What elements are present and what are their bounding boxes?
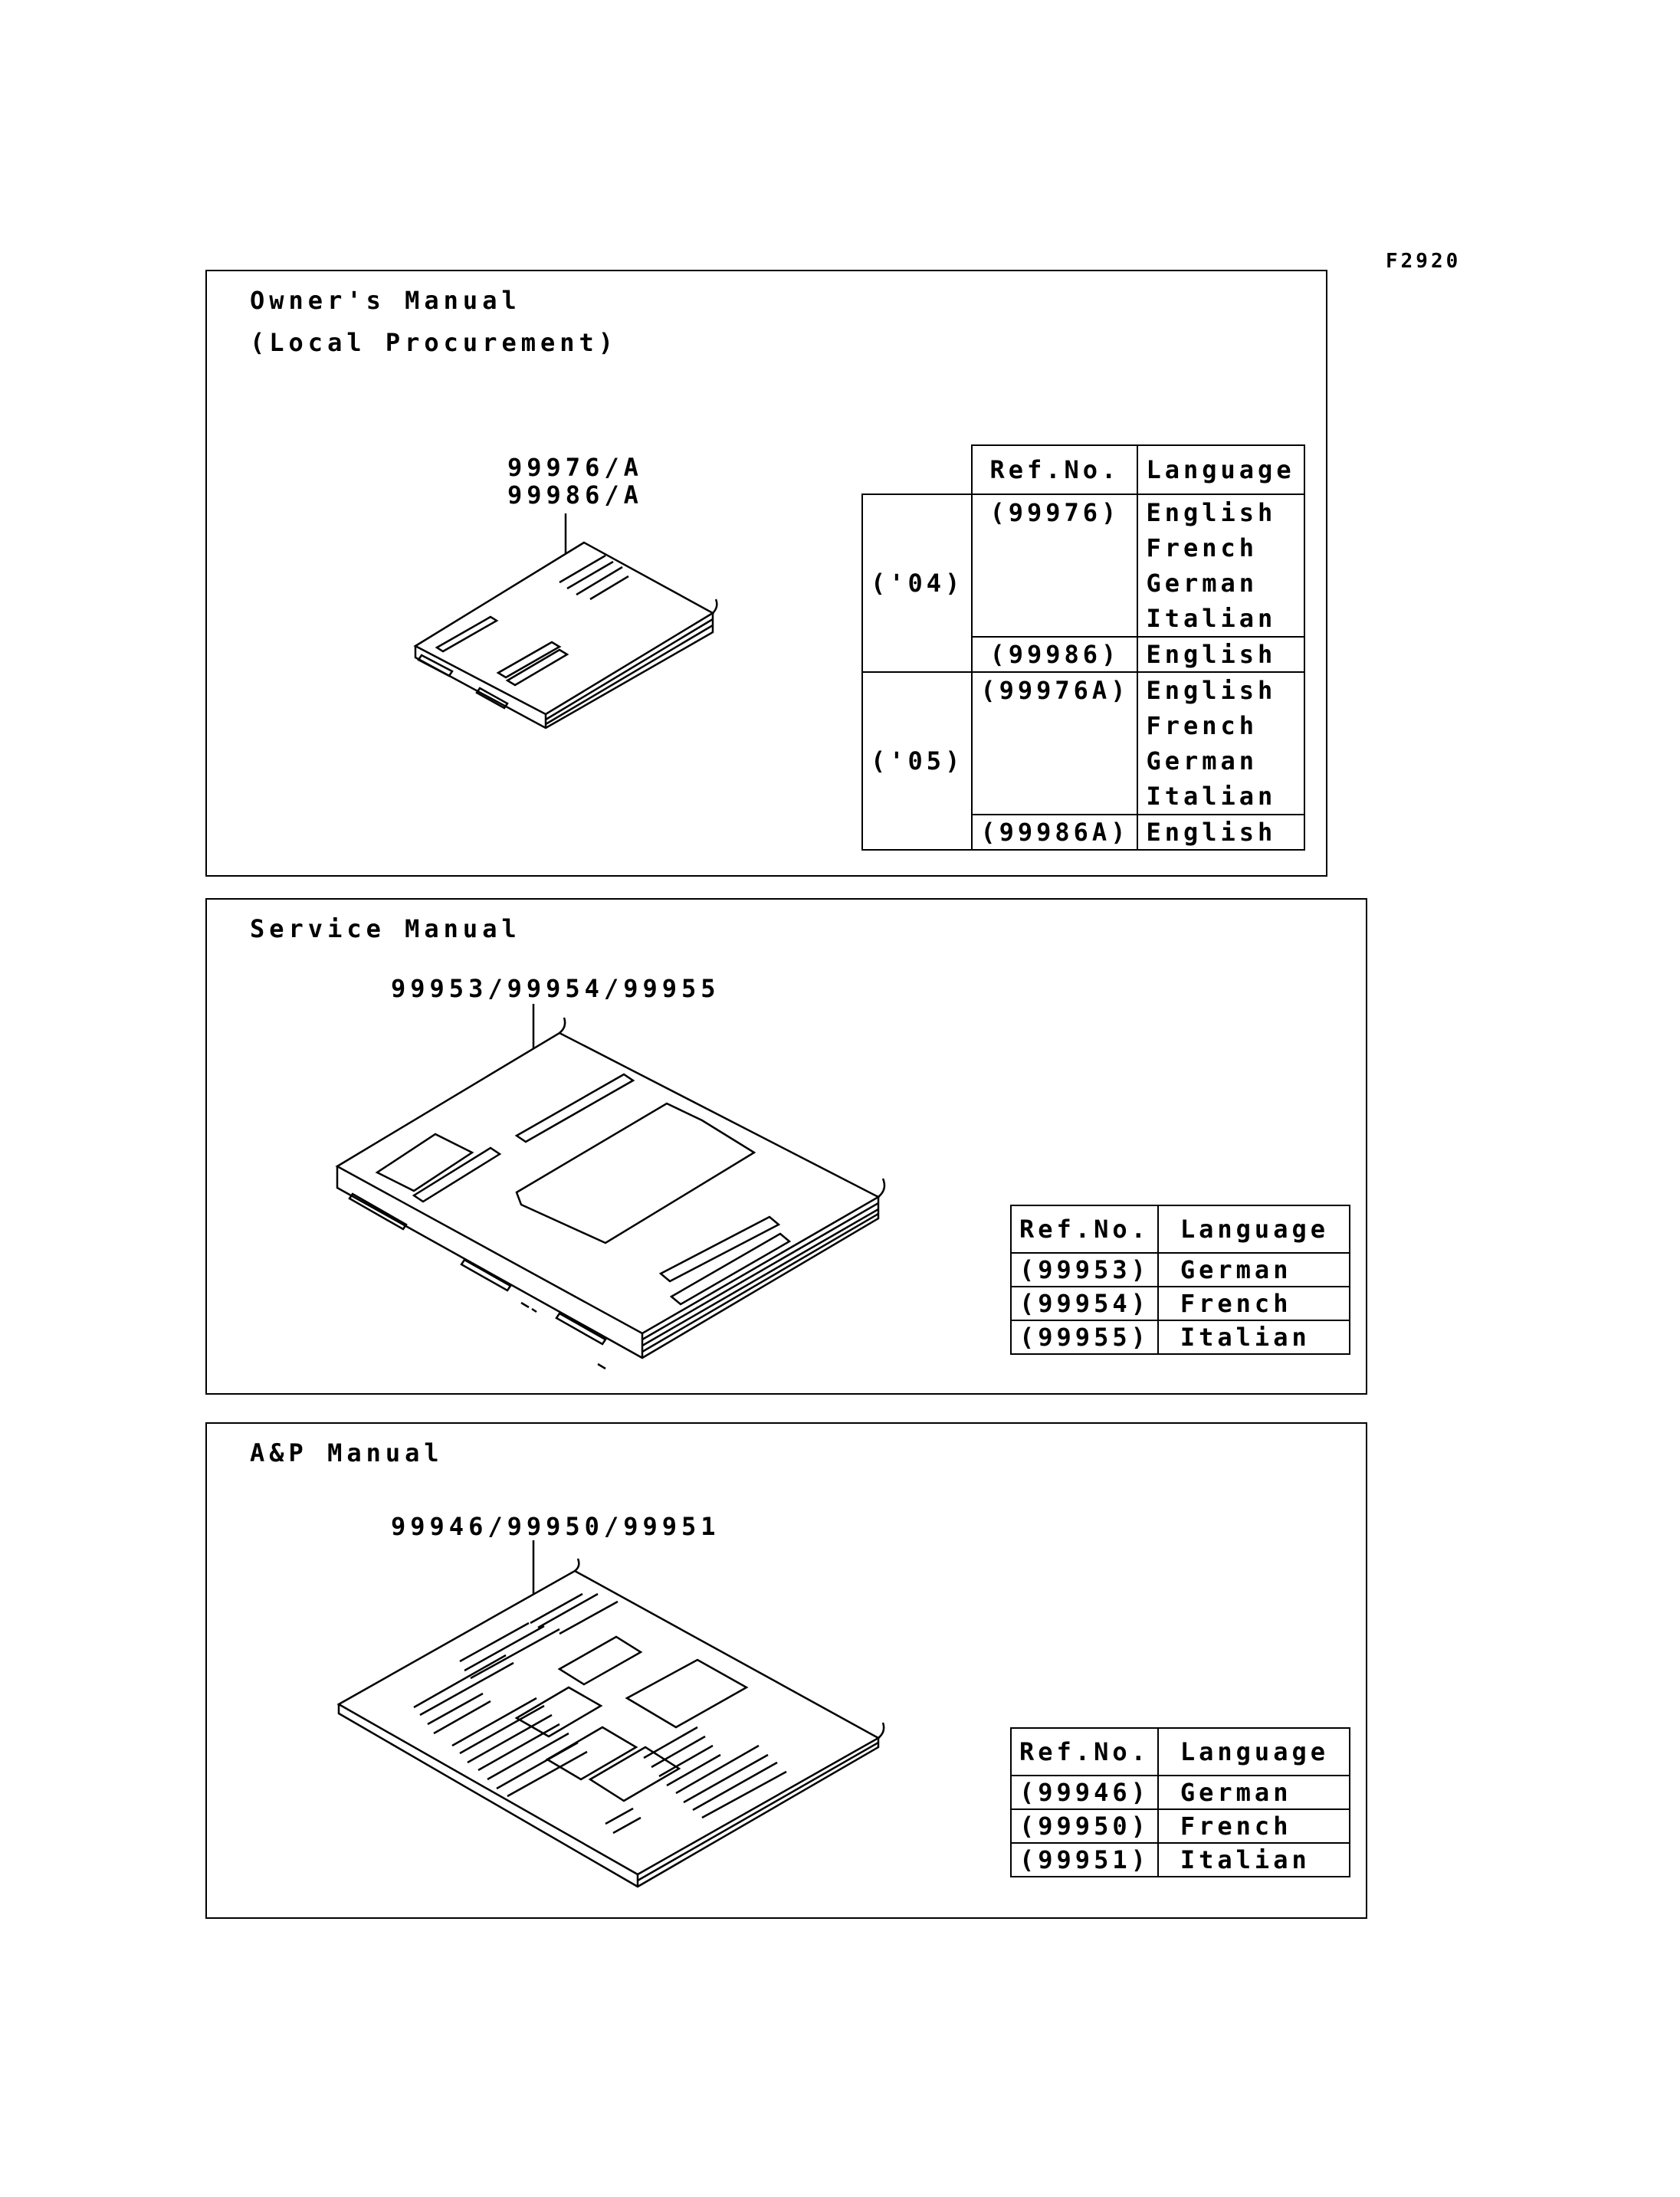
ap-lang-german: German: [1158, 1776, 1350, 1809]
owners-lang-english: English: [1137, 815, 1304, 850]
owners-lang-english: English: [1146, 498, 1277, 527]
ap-part-label: 99946/99950/99951: [391, 1512, 720, 1541]
owners-part-label-2: 99986/A: [507, 480, 643, 510]
owners-lang-english: English: [1146, 676, 1277, 705]
owners-lang-italian: Italian: [1146, 604, 1277, 633]
service-manual-illustration: [330, 1004, 897, 1387]
owners-year-05: ('05): [862, 672, 972, 850]
ap-ref-99950: (99950): [1011, 1809, 1158, 1843]
ap-ref-table: [1010, 1727, 1350, 1877]
figure-code: F2920: [1386, 250, 1462, 273]
ap-header-lang: Language: [1158, 1728, 1350, 1776]
owners-lang-italian: Italian: [1146, 782, 1277, 811]
owners-manual-title: Owner's Manual: [250, 286, 521, 315]
owners-manual-illustration: [406, 506, 728, 751]
service-lang-french: French: [1158, 1287, 1350, 1320]
service-manual-title: Service Manual: [250, 914, 521, 943]
owners-manual-subtitle: (Local Procurement): [250, 328, 619, 357]
owners-ref-99986: (99986): [972, 637, 1137, 672]
ap-header-ref: Ref.No.: [1011, 1728, 1158, 1776]
ap-lang-french: French: [1158, 1809, 1350, 1843]
service-ref-table: [1010, 1205, 1350, 1355]
owners-lang-french: French: [1146, 533, 1258, 562]
owners-lang-german: German: [1146, 569, 1258, 598]
service-ref-99955: (99955): [1011, 1320, 1158, 1354]
service-header-ref: Ref.No.: [1011, 1205, 1158, 1253]
owners-lang-french: French: [1146, 711, 1258, 740]
ap-manual-title: A&P Manual: [250, 1438, 444, 1467]
owners-part-label-1: 99976/A: [507, 453, 643, 482]
ap-lang-italian: Italian: [1158, 1843, 1350, 1877]
owners-ref-99986a: (99986A): [972, 815, 1137, 850]
service-part-label: 99953/99954/99955: [391, 974, 720, 1003]
owners-lang-english: English: [1137, 637, 1304, 672]
owners-ref-table: [861, 444, 1305, 851]
owners-header-ref: Ref.No.: [972, 445, 1137, 494]
ap-ref-99946: (99946): [1011, 1776, 1158, 1809]
owners-lang-german: German: [1146, 746, 1258, 776]
ap-ref-99951: (99951): [1011, 1843, 1158, 1877]
owners-ref-99976a: (99976A): [980, 676, 1130, 705]
service-lang-italian: Italian: [1158, 1320, 1350, 1354]
ap-manual-illustration: [330, 1540, 897, 1900]
service-header-lang: Language: [1158, 1205, 1350, 1253]
owners-header-lang: Language: [1137, 445, 1304, 494]
owners-year-04: ('04): [862, 494, 972, 672]
service-lang-german: German: [1158, 1253, 1350, 1287]
owners-ref-99976: (99976): [989, 498, 1121, 527]
service-ref-99954: (99954): [1011, 1287, 1158, 1320]
service-ref-99953: (99953): [1011, 1253, 1158, 1287]
